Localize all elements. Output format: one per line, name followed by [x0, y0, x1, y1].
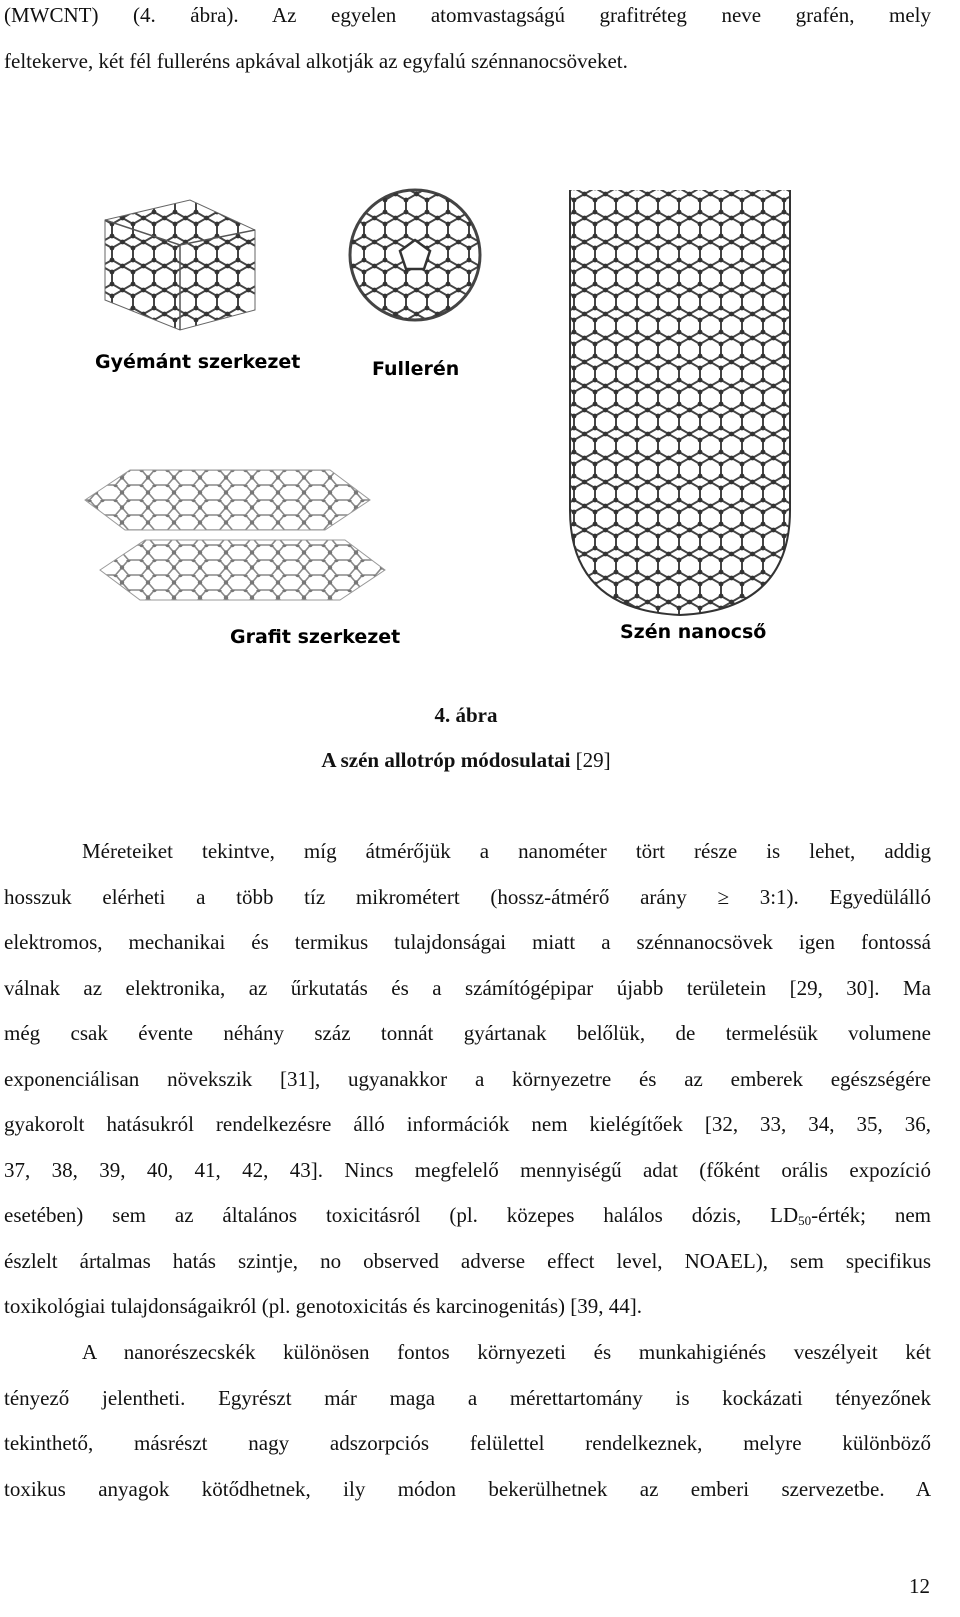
- text-line: tekinthető, másrészt nagy adszorpciós felülettel rendelkeznek, melyre különböző: [4, 1431, 931, 1455]
- text-line: elektromos, mechanikai és termikus tulajdonságai miatt a szénnanocsövek igen fontossá: [4, 930, 931, 954]
- graphite-label: Grafit szerkezet: [230, 626, 401, 648]
- figure-caption-title: [0, 748, 932, 773]
- subscript-50: 50: [798, 1213, 812, 1228]
- text-line: toxikológiai tulajdonságaikról (pl. genotoxicitás és karcinogenitás) [39, 44].: [4, 1294, 643, 1318]
- text-line: tényező jelentheti. Egyrészt már maga a mérettartomány is kockázati tényezőnek: [4, 1385, 931, 1410]
- text-line: exponenciálisan növekszik [31], ugyanakkor a környezetre és az emberek egészségére: [4, 1066, 931, 1091]
- intro-paragraph: [4, 0, 931, 91]
- body-paragraph-1: [4, 836, 931, 1337]
- line-text-after: -érték; nem: [811, 1203, 931, 1227]
- carbon-allotropes-figure: [70, 170, 830, 670]
- text-line: (MWCNT) (4. ábra). Az egyelen atomvastagságú grafitréteg neve grafén, mely: [4, 3, 931, 27]
- text-line: feltekerve, két fél fulleréns apkával alkotják az egyfalú szénnanocsöveket.: [4, 48, 628, 73]
- graphite-structure-drawing: [85, 470, 385, 600]
- nanotube-label: Szén nanocső: [620, 621, 767, 643]
- text-line: gyakorolt hatásukról rendelkezésre álló információk nem kielégítőek [32, 33, 34, 35, 36,: [4, 1112, 931, 1136]
- caption-reference: [29]: [575, 748, 611, 772]
- body-paragraph-2: [4, 1337, 931, 1519]
- text-line: 37, 38, 39, 40, 41, 42, 43]. Nincs megfelelő mennyiségű adat (főként orális expozíció: [4, 1157, 931, 1182]
- caption-title: A szén allotróp módosulatai: [321, 748, 571, 772]
- text-line: Méreteiket tekintve, míg átmérőjük a nanométer tört része is lehet, addig: [82, 839, 931, 863]
- nanotube-drawing: [570, 190, 790, 620]
- text-line: észlelt ártalmas hatás szintje, no observed adverse effect level, NOAEL), sem specifikus: [4, 1248, 931, 1273]
- fullerene-label: Fullerén: [372, 358, 460, 380]
- caption-number: 4. ábra: [434, 703, 498, 727]
- fullerene-drawing: [345, 185, 485, 325]
- figure-caption-number: [0, 703, 932, 728]
- diamond-structure-drawing: [105, 200, 255, 330]
- text-line: válnak az elektronika, az űrkutatás és a számítógépipar újabb területein [29, 30]. Ma: [4, 975, 931, 1000]
- diamond-label: Gyémánt szerkezet: [95, 351, 301, 373]
- text-line: A nanorészecskék különösen fontos környezeti és munkahigiénés veszélyeit két: [82, 1340, 931, 1364]
- text-line: toxikus anyagok kötődhetnek, ily módon bekerülhetnek az emberi szervezetbe. A: [4, 1476, 931, 1501]
- text-line: még csak évente néhány száz tonnát gyártanak belőlük, de termelésük volumene: [4, 1021, 931, 1045]
- text-line-with-subscript: [4, 1200, 931, 1246]
- line-text-before: esetében) sem az általános toxicitásról (pl. közepes halálos dózis, LD: [4, 1203, 799, 1227]
- page-number: 12: [909, 1574, 930, 1598]
- text-line: hosszuk elérheti a több tíz mikrométert (hossz-átmérő arány ≥ 3:1). Egyedülálló: [4, 884, 931, 909]
